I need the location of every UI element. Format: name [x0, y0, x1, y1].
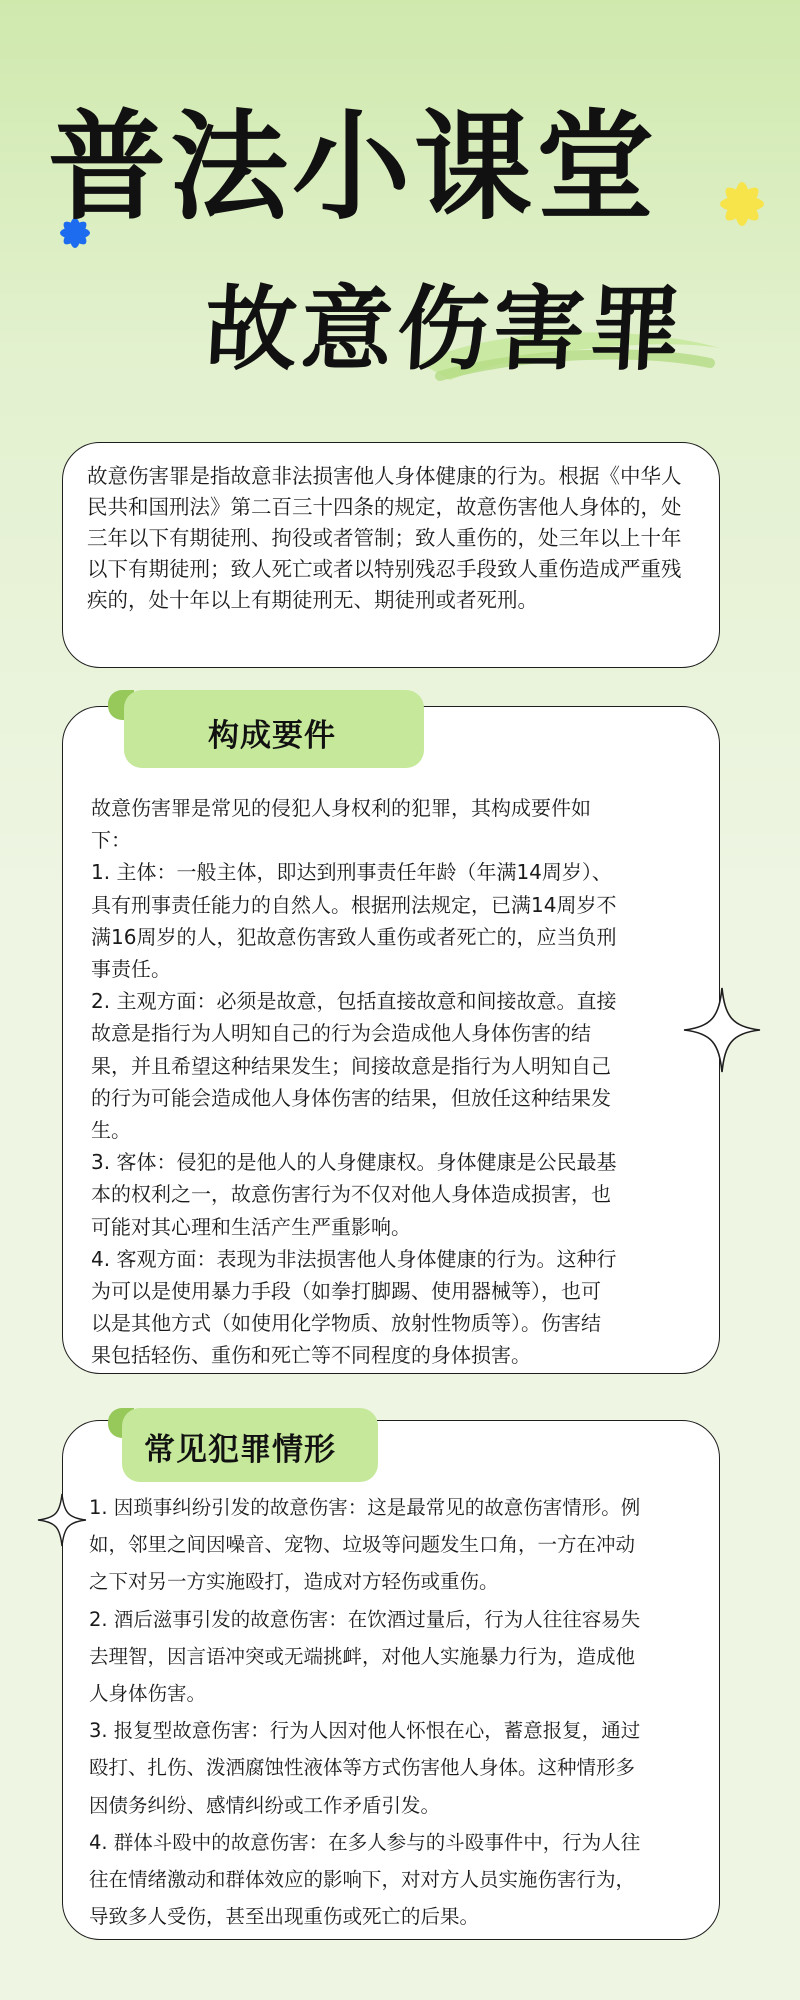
sparkle-star-icon	[682, 986, 762, 1074]
text-line: 如，邻里之间因噪音、宠物、垃圾等问题发生口角，一方在冲动	[89, 1533, 636, 1557]
elements-heading: 构成要件	[208, 718, 336, 754]
text-line: 人身体伤害。	[89, 1682, 207, 1706]
text-line: 生。	[91, 1118, 131, 1143]
page-subtitle: 故意伤害罪	[202, 276, 688, 383]
text-line: 果，并且希望这种结果发生；间接故意是指行为人明知自己	[91, 1053, 611, 1078]
page-title: 普法小课堂	[48, 98, 659, 236]
text-line: 往在情绪激动和群体效应的影响下，对对方人员实施伤害行为，	[89, 1868, 636, 1892]
intro-text: 故意伤害罪是指故意非法损害他人身体健康的行为。根据《中华人民共和国刑法》第二百三十四条的规定，故意伤害他人身体的，处三年以下有期徒刑、拘役或者管制；致人重伤的，处三年以上十年以下有期徒刑；致人死亡或者以特别残忍手段致人重伤造成严重残疾的，处十年以上有期徒刑无、期徒刑或者死刑。	[87, 464, 682, 612]
cases-card	[62, 1420, 720, 1940]
text-line: 的行为可能会造成他人身体伤害的结果，但放任这种结果发	[91, 1085, 611, 1110]
text-line: 1. 因琐事纠纷引发的故意伤害：这是最常见的故意伤害情形。例	[89, 1496, 641, 1519]
text-line: 之下对另一方实施殴打，造成对方轻伤或重伤。	[89, 1570, 499, 1594]
text-line: 殴打、扎伤、泼洒腐蚀性液体等方式伤害他人身体。这种情形多	[89, 1756, 636, 1780]
text-line: 4. 群体斗殴中的故意伤害：在多人参与的斗殴事件中，行为人往	[89, 1830, 641, 1854]
text-line: 2. 酒后滋事引发的故意伤害：在饮酒过量后，行为人往往容易失	[89, 1607, 641, 1631]
text-line: 1. 主体：一般主体，即达到刑事责任年龄（年满14周岁）、	[91, 860, 612, 885]
text-line: 4. 客观方面：表现为非法损害他人身体健康的行为。这种行	[91, 1246, 617, 1271]
text-line: 因债务纠纷、感情纠纷或工作矛盾引发。	[89, 1793, 441, 1817]
text-line: 满16周岁的人，犯故意伤害致人重伤或者死亡的，应当负刑	[91, 924, 617, 949]
text-line: 为可以是使用暴力手段（如拳打脚踢、使用器械等），也可	[91, 1279, 601, 1304]
elements-card	[62, 706, 720, 1374]
text-line: 下：	[91, 828, 131, 853]
text-line: 具有刑事责任能力的自然人。根据刑法规定，已满14周岁不	[91, 892, 617, 917]
elements-text	[91, 792, 693, 1372]
text-line: 本的权利之一，故意伤害行为不仅对他人身体造成损害，也	[91, 1182, 611, 1207]
cases-heading: 常见犯罪情形	[144, 1432, 336, 1468]
text-line: 3. 报复型故意伤害：行为人因对他人怀恨在心，蓄意报复，通过	[89, 1719, 641, 1743]
text-line: 导致多人受伤，甚至出现重伤或死亡的后果。	[89, 1905, 480, 1929]
cases-text	[89, 1489, 697, 1935]
intro-card	[62, 442, 720, 668]
text-line: 以是其他方式（如使用化学物质、放射性物质等）。伤害结	[91, 1311, 601, 1336]
text-line: 果包括轻伤、重伤和死亡等不同程度的身体损害。	[91, 1343, 531, 1368]
text-line: 事责任。	[91, 957, 171, 982]
sparkle-star-icon	[36, 1492, 88, 1548]
text-line: 可能对其心理和生活产生严重影响。	[91, 1214, 411, 1239]
text-line: 3. 客体：侵犯的是他人的人身健康权。身体健康是公民最基	[91, 1150, 617, 1175]
text-line: 故意是指行为人明知自己的行为会造成他人身体伤害的结	[91, 1021, 591, 1046]
text-line: 故意伤害罪是常见的侵犯人身权利的犯罪，其构成要件如	[91, 796, 591, 820]
text-line: 2. 主观方面：必须是故意，包括直接故意和间接故意。直接	[91, 989, 617, 1014]
text-line: 去理智，因言语冲突或无端挑衅，对他人实施暴力行为，造成他	[89, 1644, 636, 1668]
